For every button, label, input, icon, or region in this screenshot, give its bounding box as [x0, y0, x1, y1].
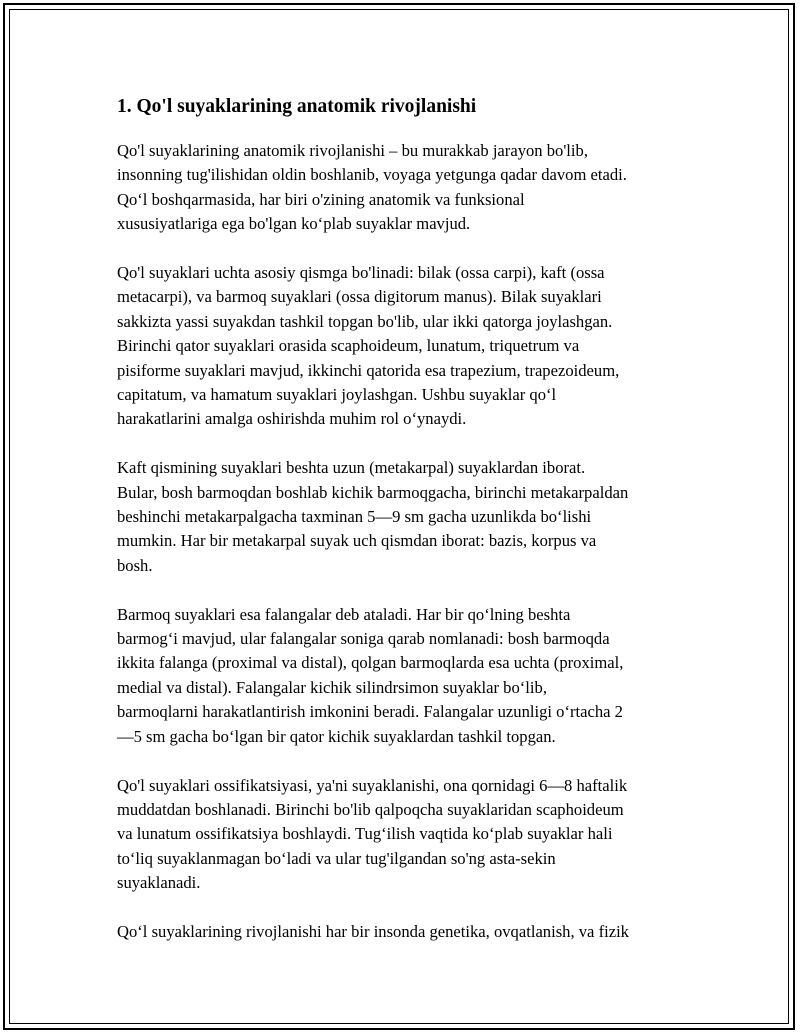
text-line: Qo'l suyaklari uchta asosiy qismga bo'linadi: bilak (ossa carpi), kaft (ossa — [117, 263, 605, 283]
document-body — [117, 92, 687, 969]
text-line: sakkizta yassi suyakdan tashkil topgan bo'lib, ular ikki qatorga joylashgan. — [117, 311, 613, 331]
paragraph — [117, 920, 687, 944]
text-line: bosh. — [117, 555, 153, 575]
text-line: barmoqlarni harakatlantirish imkonini beradi. Falangalar uzunligi o‘rtacha 2 — [117, 702, 623, 722]
text-line: medial va distal). Falangalar kichik silindrsimon suyaklar bo‘lib, — [117, 677, 547, 697]
text-line: —5 sm gacha bo‘lgan bir qator kichik suyaklardan tashkil topgan. — [117, 726, 556, 746]
text-line: Kaft qismining suyaklari beshta uzun (metakarpal) suyaklardan iborat. — [117, 458, 586, 478]
text-line: va lunatum ossifikatsiya boshlaydi. Tug‘ilish vaqtida ko‘plab suyaklar hali — [117, 824, 613, 844]
text-line: mumkin. Har bir metakarpal suyak uch qismdan iborat: bazis, korpus va — [117, 531, 597, 551]
paragraph — [117, 261, 687, 432]
paragraph — [117, 139, 687, 237]
text-line: pisiforme suyaklari mavjud, ikkinchi qatorida esa trapezium, trapezoideum, — [117, 360, 620, 380]
text-line: xususiyatlariga ega bo'lgan ko‘plab suyaklar mavjud. — [117, 214, 471, 234]
paragraph-list — [117, 139, 687, 944]
text-line: capitatum, va hamatum suyaklari joylashgan. Ushbu suyaklar qo‘l — [117, 385, 557, 405]
text-line: Qo'l suyaklarining anatomik rivojlanishi – bu murakkab jarayon bo'lib, — [117, 141, 588, 160]
paragraph — [117, 456, 687, 578]
text-line: Barmoq suyaklari esa falangalar deb ataladi. Har bir qo‘lning beshta — [117, 604, 571, 624]
text-line: metacarpi), va barmoq suyaklari (ossa digitorum manus). Bilak suyaklari — [117, 287, 602, 307]
text-line: muddatdan boshlanadi. Birinchi bo'lib qalpoqcha suyaklaridan scaphoideum — [117, 799, 624, 819]
text-line: Birinchi qator suyaklari orasida scaphoideum, lunatum, triquetrum va — [117, 336, 580, 356]
text-line: to‘liq suyaklanmagan bo‘ladi va ular tug'ilgandan so'ng asta-sekin — [117, 848, 556, 868]
section-heading: 1. Qo'l suyaklarining anatomik rivojlanishi — [117, 96, 477, 117]
text-line: beshinchi metakarpalgacha taxminan 5—9 sm gacha uzunlikda bo‘lishi — [117, 507, 592, 527]
paragraph — [117, 603, 687, 749]
text-line: suyaklanadi. — [117, 873, 201, 893]
text-line: Bular, bosh barmoqdan boshlab kichik barmoqgacha, birinchi metakarpaldan — [117, 482, 629, 502]
text-line: ikkita falanga (proximal va distal), qolgan barmoqlarda esa uchta (proximal, — [117, 653, 624, 673]
text-line: Qo'l suyaklari ossifikatsiyasi, ya'ni suyaklanishi, ona qornidagi 6—8 haftalik — [117, 775, 628, 795]
text-line: barmog‘i mavjud, ular falangalar soniga qarab nomlanadi: bosh barmoqda — [117, 629, 610, 649]
text-line: harakatlarini amalga oshirishda muhim rol o‘ynaydi. — [117, 409, 467, 429]
text-line: Qo‘l suyaklarining rivojlanishi har bir insonda genetika, ovqatlanish, va fizik — [117, 921, 629, 941]
text-line: insonning tug'ilishidan oldin boshlanib, voyaga yetgunga qadar davom etadi. — [117, 165, 627, 185]
text-line: Qo‘l boshqarmasida, har biri o'zining anatomik va funksional — [117, 189, 525, 209]
paragraph — [117, 774, 687, 896]
